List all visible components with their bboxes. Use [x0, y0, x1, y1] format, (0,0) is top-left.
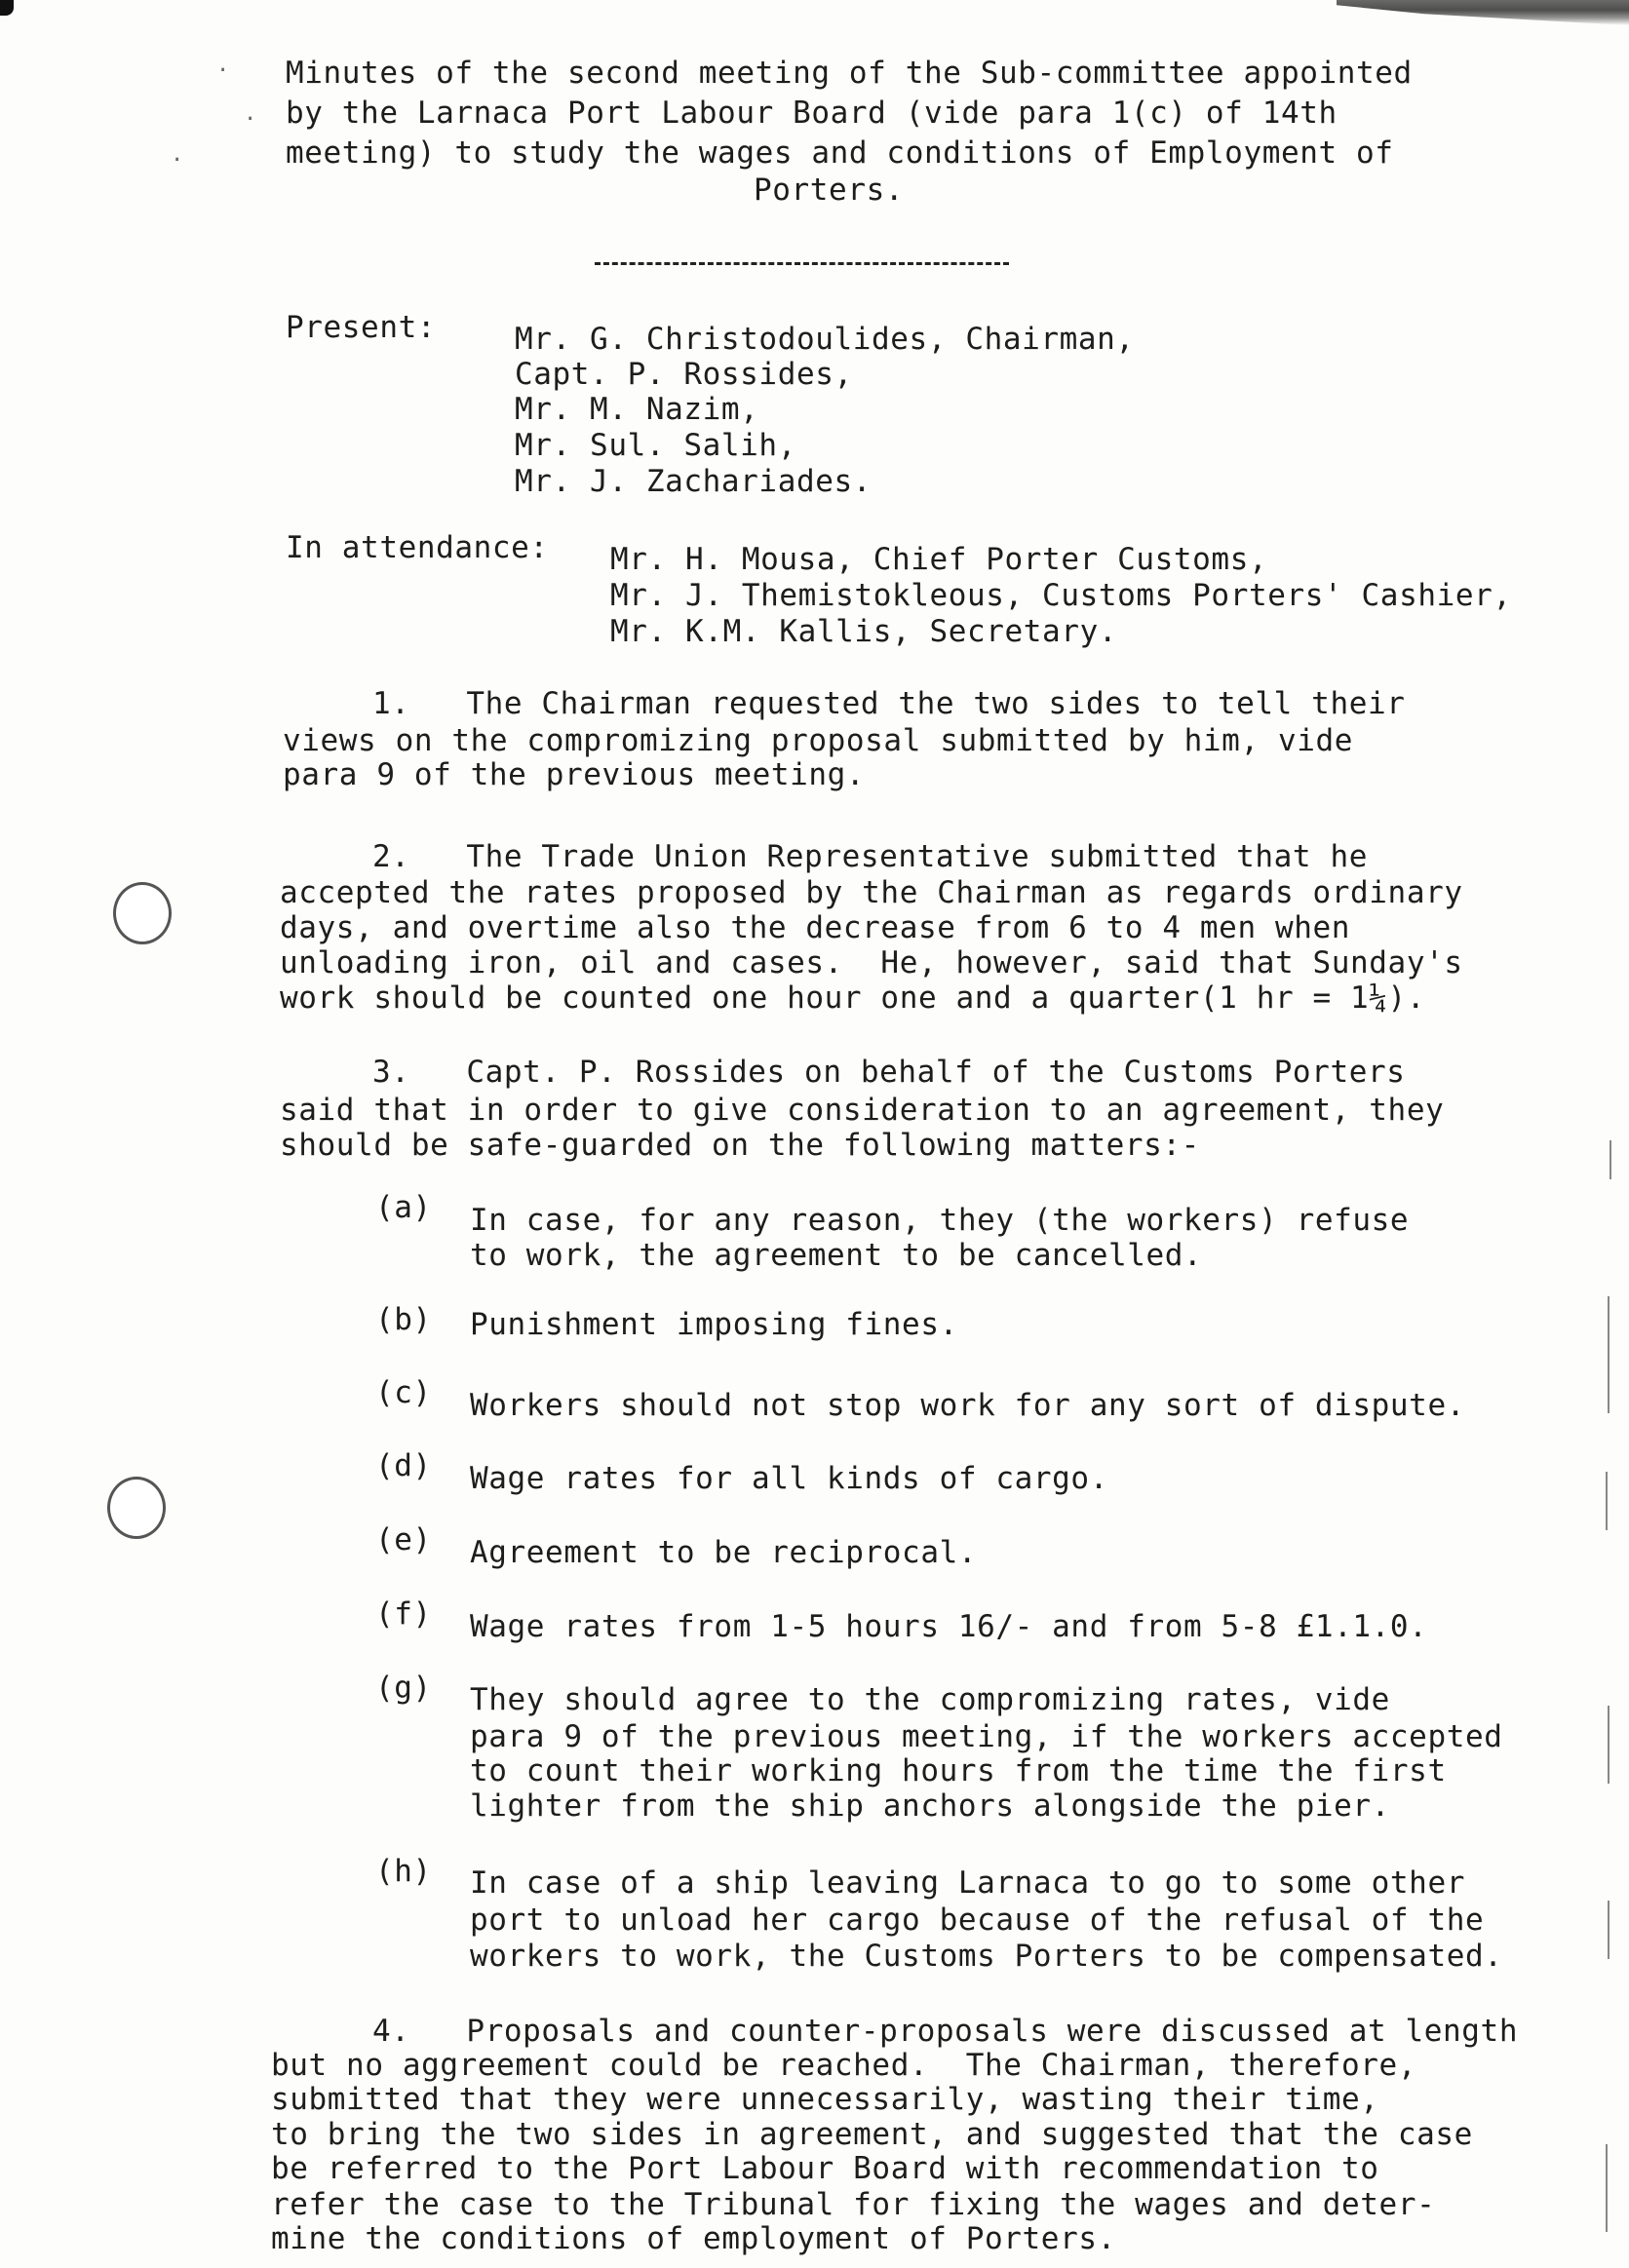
item-line: to work, the agreement to be cancelled. — [470, 1238, 1203, 1273]
present-name: Capt. P. Rossides, — [515, 357, 853, 392]
item-line: Agreement to be reciprocal. — [470, 1535, 978, 1570]
paragraph-line: views on the compromizing proposal submitted by him, vide — [283, 723, 1354, 758]
item-line: In case of a ship leaving Larnaca to go to some other — [470, 1865, 1465, 1901]
attendance-name: Mr. H. Mousa, Chief Porter Customs, — [610, 542, 1268, 577]
item-line: lighter from the ship anchors alongside the pier. — [470, 1788, 1390, 1824]
attendance-name: Mr. J. Themistokleous, Customs Porters' Cashier, — [610, 578, 1512, 613]
speck-mark: · — [244, 107, 257, 132]
present-name: Mr. G. Christodoulides, Chairman, — [515, 322, 1135, 357]
title-line: Minutes of the second meeting of the Sub-committee appointed — [286, 56, 1413, 91]
paragraph-line: submitted that they were unnecessarily, wasting their time, — [271, 2082, 1379, 2117]
speck-mark: · — [171, 148, 184, 173]
item-line: In case, for any reason, they (the workers) refuse — [470, 1203, 1410, 1238]
item-line: Workers should not stop work for any sort of dispute. — [470, 1388, 1465, 1423]
paragraph-line: refer the case to the Tribunal for fixing the wages and deter- — [271, 2187, 1436, 2222]
punch-hole — [107, 1477, 166, 1539]
punch-hole — [113, 882, 172, 944]
item-marker: (f) — [375, 1596, 432, 1632]
item-marker: (a) — [375, 1190, 432, 1225]
margin-mark — [1608, 1296, 1610, 1413]
title-line: meeting) to study the wages and conditions of Employment of — [286, 135, 1394, 171]
paragraph-line: para 9 of the previous meeting. — [283, 757, 866, 792]
item-line: para 9 of the previous meeting, if the workers accepted — [470, 1719, 1503, 1754]
item-line: to count their working hours from the time the first — [470, 1753, 1447, 1788]
item-marker: (e) — [375, 1522, 432, 1557]
item-line: Wage rates for all kinds of cargo. — [470, 1461, 1108, 1496]
paragraph-line: but no aggreement could be reached. The Chairman, therefore, — [271, 2048, 1417, 2083]
paragraph-line: 3. Capt. P. Rossides on behalf of the Customs Porters — [372, 1055, 1406, 1090]
item-marker: (h) — [375, 1854, 432, 1889]
item-marker: (b) — [375, 1302, 432, 1337]
item-line: Wage rates from 1-5 hours 16/- and from 5-8 £1.1.0. — [470, 1609, 1428, 1644]
paragraph-line: 2. The Trade Union Representative submitted that he — [372, 839, 1368, 874]
present-name: Mr. Sul. Salih, — [515, 428, 796, 463]
item-line: workers to work, the Customs Porters to be compensated. — [470, 1939, 1503, 1974]
paragraph-line: 4. Proposals and counter-proposals were discussed at length — [372, 2014, 1519, 2049]
paragraph-line: unloading iron, oil and cases. He, however, said that Sunday's — [280, 945, 1463, 980]
paragraph-line: said that in order to give consideration to an agreement, they — [280, 1093, 1445, 1128]
item-line: Punishment imposing fines. — [470, 1307, 958, 1342]
margin-mark — [1608, 1901, 1610, 1959]
dashed-separator — [595, 262, 1009, 265]
scan-edge-shadow — [1337, 0, 1629, 25]
attendance-label: In attendance: — [286, 530, 549, 565]
attendance-name: Mr. K.M. Kallis, Secretary. — [610, 614, 1118, 649]
paragraph-line: accepted the rates proposed by the Chairman as regards ordinary — [280, 875, 1463, 910]
margin-mark — [1610, 1140, 1611, 1179]
paragraph-line: should be safe-guarded on the following matters:- — [280, 1128, 1200, 1163]
speck-mark: · — [216, 58, 230, 83]
item-marker: (d) — [375, 1448, 432, 1483]
paragraph-line: work should be counted one hour one and a quarter(1 hr = 1¼). — [280, 980, 1426, 1016]
item-marker: (c) — [375, 1375, 432, 1410]
present-label: Present: — [286, 310, 437, 345]
paragraph-line: be referred to the Port Labour Board with recommendation to — [271, 2151, 1379, 2186]
present-name: Mr. J. Zachariades. — [515, 464, 873, 499]
margin-mark — [1608, 1706, 1610, 1784]
title-line: by the Larnaca Port Labour Board (vide para 1(c) of 14th — [286, 96, 1338, 131]
item-line: port to unload her cargo because of the refusal of the — [470, 1903, 1485, 1938]
title-line: Porters. — [754, 173, 905, 208]
paragraph-line: to bring the two sides in agreement, and suggested that the case — [271, 2117, 1473, 2152]
item-line: They should agree to the compromizing rates, vide — [470, 1682, 1390, 1717]
scan-corner-mark — [0, 0, 14, 16]
paragraph-line: 1. The Chairman requested the two sides to tell their — [372, 686, 1406, 721]
margin-mark — [1606, 1472, 1608, 1530]
present-name: Mr. M. Nazim, — [515, 392, 759, 427]
paragraph-line: mine the conditions of employment of Porters. — [271, 2221, 1116, 2256]
item-marker: (g) — [375, 1671, 432, 1706]
margin-mark — [1606, 2144, 1608, 2232]
paragraph-line: days, and overtime also the decrease from 6 to 4 men when — [280, 910, 1351, 945]
